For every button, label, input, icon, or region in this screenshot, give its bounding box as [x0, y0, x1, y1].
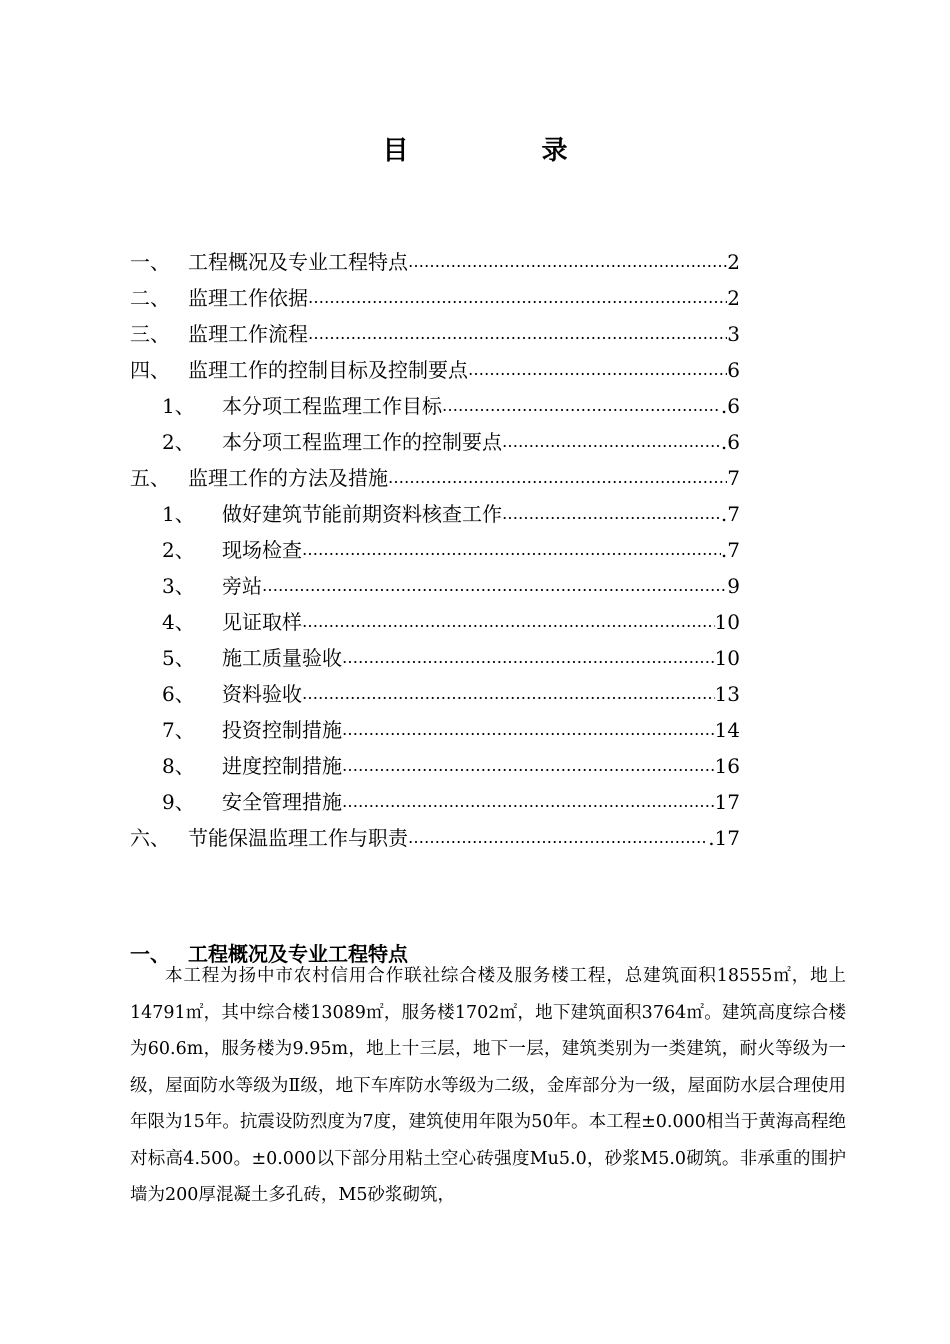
toc-entry-label: 监理工作的控制目标及控制要点	[188, 352, 468, 388]
toc-entry[interactable]	[130, 820, 740, 856]
toc-leader-dots	[262, 568, 727, 604]
toc-entry[interactable]	[130, 604, 740, 640]
toc-entry[interactable]	[130, 532, 740, 568]
toc-leader-dots	[342, 640, 715, 676]
toc-title: 目 录	[382, 136, 630, 166]
toc-entry[interactable]	[130, 388, 740, 424]
table-of-contents	[130, 244, 740, 856]
toc-entry-label: 进度控制措施	[222, 748, 342, 784]
toc-entry-label: 监理工作的方法及措施	[188, 460, 388, 496]
section-number: 一、	[130, 942, 170, 966]
toc-entry-label: 资料验收	[222, 676, 302, 712]
toc-entry-label: 旁站	[222, 568, 262, 604]
toc-entry-label: 投资控制措施	[222, 712, 342, 748]
toc-entry-number: 3、	[162, 574, 195, 598]
toc-entry-page: .6	[720, 430, 740, 454]
toc-entry-label: 工程概况及专业工程特点	[188, 244, 408, 280]
toc-entry-page: .6	[720, 394, 740, 418]
toc-entry-label: 本分项工程监理工作的控制要点	[222, 424, 502, 460]
toc-entry[interactable]	[130, 244, 740, 280]
toc-entry-number: 5、	[162, 646, 195, 670]
toc-leader-dots	[408, 820, 708, 856]
toc-entry[interactable]	[130, 712, 740, 748]
toc-entry-number: 1、	[162, 502, 195, 526]
toc-entry[interactable]	[130, 784, 740, 820]
toc-entry-number: 2、	[162, 430, 195, 454]
toc-entry-page: .17	[708, 826, 740, 850]
toc-entry[interactable]	[130, 280, 740, 316]
toc-entry[interactable]	[130, 316, 740, 352]
toc-entry-number: 六、	[130, 826, 170, 850]
toc-leader-dots	[502, 424, 721, 460]
toc-entry-label: 施工质量验收	[222, 640, 342, 676]
toc-entry-number: 4、	[162, 610, 195, 634]
toc-entry-page: 16	[714, 754, 740, 778]
toc-leader-dots	[442, 388, 721, 424]
toc-entry-number: 五、	[130, 466, 170, 490]
toc-entry[interactable]	[130, 640, 740, 676]
toc-entry-number: 二、	[130, 286, 170, 310]
toc-entry-page: 6	[727, 358, 740, 382]
toc-entry-page: 10	[714, 610, 740, 634]
toc-entry-number: 一、	[130, 250, 170, 274]
toc-entry-number: 6、	[162, 682, 195, 706]
toc-entry-page: 7	[727, 466, 740, 490]
toc-entry-number: 7、	[162, 718, 195, 742]
toc-entry-number: 8、	[162, 754, 195, 778]
toc-entry-label: 现场检查	[222, 532, 302, 568]
toc-leader-dots	[468, 352, 727, 388]
toc-leader-dots	[342, 748, 715, 784]
toc-entry[interactable]	[130, 676, 740, 712]
toc-leader-dots	[408, 244, 727, 280]
toc-entry-number: 四、	[130, 358, 170, 382]
toc-entry-page: 13	[714, 682, 740, 706]
toc-entry[interactable]	[130, 568, 740, 604]
toc-entry-page: 2	[727, 250, 740, 274]
toc-entry[interactable]	[130, 496, 740, 532]
toc-entry-number: 1、	[162, 394, 195, 418]
toc-entry-label: 安全管理措施	[222, 784, 342, 820]
toc-entry[interactable]	[130, 748, 740, 784]
toc-entry[interactable]	[130, 352, 740, 388]
toc-leader-dots	[342, 784, 715, 820]
toc-entry-label: 本分项工程监理工作目标	[222, 388, 442, 424]
section-title: 工程概况及专业工程特点	[188, 942, 408, 966]
toc-leader-dots	[302, 532, 721, 568]
section-paragraph: 本工程为扬中市农村信用合作联社综合楼及服务楼工程，总建筑面积18555㎡，地上14791㎡，其中综合楼13089㎡，服务楼1702㎡，地下建筑面积3764㎡。建筑高度综合楼为60.6m，服务楼为9.95m，地上十三层，地下一层，建筑类别为一类建筑，耐火等级为一级，屋面防水等级为Ⅱ级，地下车库防水等级为二级，金库部分为一级，屋面防水层合理使用年限为15年。抗震设防烈度为7度，建筑使用年限为50年。本工程±0.000相当于黄海高程绝对标高4.500。±0.000以下部分用粘土空心砖强度Mu5.0，砂浆M5.0砌筑。非承重的围护墙为200厚混凝土多孔砖，M5砂浆砌筑，	[130, 966, 846, 1205]
toc-entry-number: 2、	[162, 538, 195, 562]
toc-leader-dots	[308, 316, 727, 352]
toc-entry-label: 节能保温监理工作与职责	[188, 820, 408, 856]
toc-entry-page: 9	[727, 574, 740, 598]
toc-leader-dots	[388, 460, 727, 496]
toc-entry-number: 三、	[130, 322, 170, 346]
toc-entry[interactable]	[130, 424, 740, 460]
toc-entry-page: 3	[727, 322, 740, 346]
toc-entry-page: 14	[714, 718, 740, 742]
toc-entry-number: 9、	[162, 790, 195, 814]
toc-entry-page: .7	[720, 502, 740, 526]
toc-leader-dots	[302, 676, 715, 712]
toc-leader-dots	[342, 712, 715, 748]
toc-entry-label: 见证取样	[222, 604, 302, 640]
toc-leader-dots	[502, 496, 721, 532]
toc-leader-dots	[302, 604, 715, 640]
toc-entry-page: 17	[714, 790, 740, 814]
toc-entry-page: 10	[714, 646, 740, 670]
toc-entry-label: 监理工作流程	[188, 316, 308, 352]
toc-entry[interactable]	[130, 460, 740, 496]
toc-entry-label: 做好建筑节能前期资料核查工作	[222, 496, 502, 532]
toc-entry-label: 监理工作依据	[188, 280, 308, 316]
toc-leader-dots	[308, 280, 727, 316]
toc-entry-page: .7	[720, 538, 740, 562]
toc-entry-page: 2	[727, 286, 740, 310]
